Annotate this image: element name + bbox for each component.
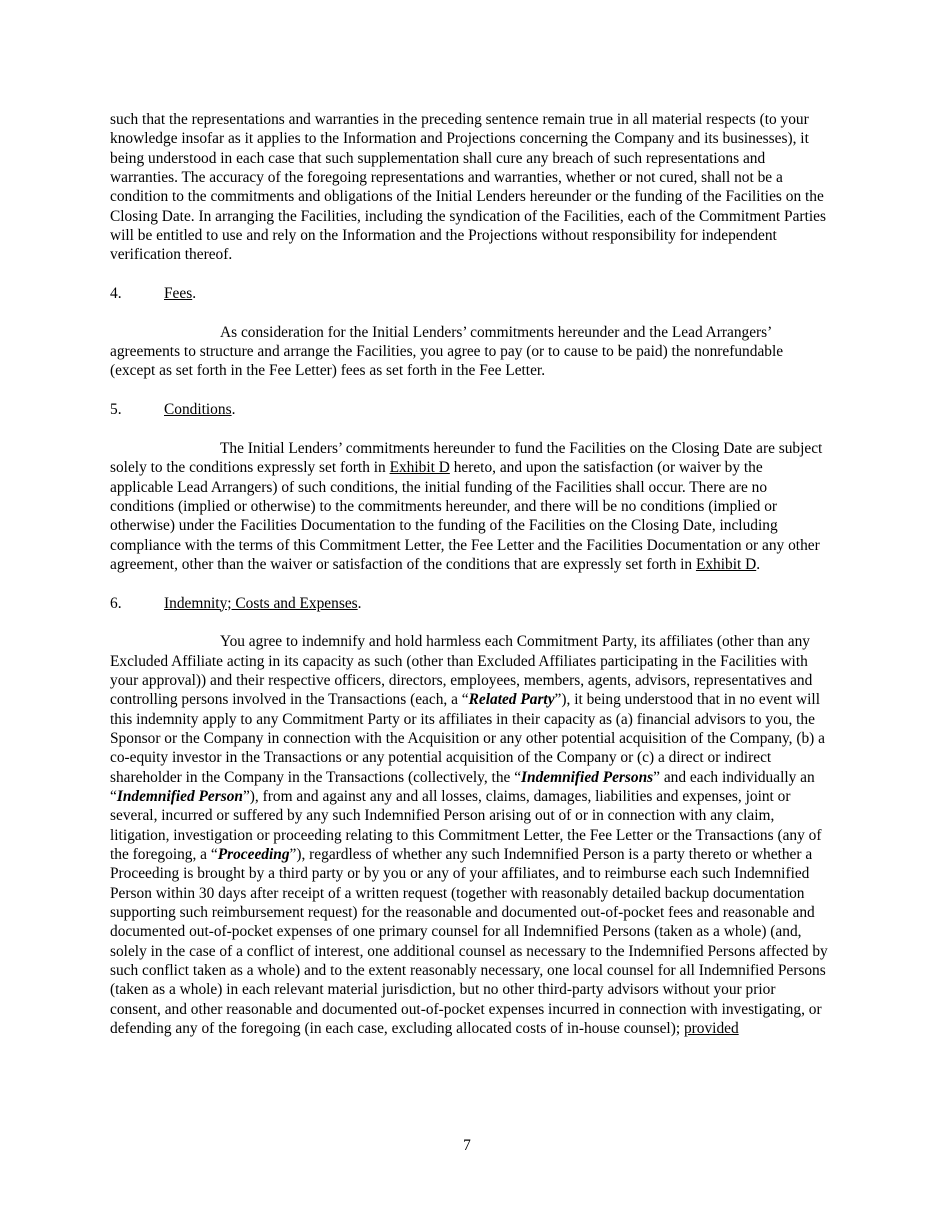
section-6-body: You agree to indemnify and hold harmless each Commitment Party, its affiliates (other than any Excluded Affiliate acting in its capacity as such (other than Excluded Affiliates participating in the Facilities with your approval)) and their respective officers, directors, employees, members, agents, advisors, representatives and controlling persons involved in the Transactions (each, a “Related Party”), it being understood that in no event will this indemnity apply to any Commitment Party or its affiliates in their capacity as (a) financial advisors to you, the Sponsor or the Company in connection with the Acquisition or any other potential acquisition of the Company, (b) a co-equity investor in the Transactions or any potential acquisition of the Company or (c) a direct or indirect shareholder in the Company in the Transactions (collectively, the “Indemnified Persons” and each individually an “Indemnified Person”), from and against any and all losses, claims, damages, liabilities and expenses, joint or several, incurred or suffered by any such Indemnified Person arising out of or in connection with any claim, litigation, investigation or proceeding relating to this Commitment Letter, the Fee Letter or the Transactions (any of the foregoing, a “Proceeding”), regardless of whether any such Indemnified Person is a party thereto or whether a Proceeding is brought by a third party or by you or any of your affiliates, and to reimburse each such Indemnified Person within 30 days after receipt of a written request (together with reasonably detailed backup documentation supporting such reimbursement request) for the reasonable and documented out-of-pocket fees and reasonable and documented out-of-pocket expenses of one primary counsel for all Indemnified Persons (taken as a whole) (and, solely in the case of a conflict of interest, one additional counsel as necessary to the Indemnified Persons affected by such conflict taken as a whole) and to the extent reasonably necessary, one local counsel for all Indemnified Persons (taken as a whole) in each relevant material jurisdiction, but no other third-party advisors without your prior consent, and other reasonable and documented out-of-pocket expenses incurred in connection with investigating, or defending any of the foregoing (in each case, excluding allocated costs of in-house counsel); provided	[110, 633, 828, 1038]
section-4-heading: 4. Fees.	[110, 285, 197, 303]
page-number: 7	[463, 1137, 471, 1154]
exhibit-d-reference: Exhibit D	[389, 459, 450, 477]
document-page	[110, 110, 828, 1039]
section-6-heading: 6. Indemnity; Costs and Expenses.	[110, 594, 362, 612]
defined-term-indemnified-persons: Indemnified Persons	[521, 768, 654, 786]
section-5-heading: 5. Conditions.	[110, 401, 236, 419]
section-5-title: Conditions	[164, 401, 232, 419]
defined-term-proceeding: Proceeding	[217, 846, 290, 864]
section-5-body: The Initial Lenders’ commitments hereunder to fund the Facilities on the Closing Date are subject solely to the conditions expressly set forth in Exhibit D hereto, and upon the satisfaction (or waiver by the applicable Lead Arrangers) of such conditions, the initial funding of the Facilities shall occur. There are no conditions (implied or otherwise) to the commitments hereunder, and there will be no conditions (implied or otherwise) under the Facilities Documentation to the funding of the Facilities on the Closing Date, including compliance with the terms of this Commitment Letter, the Fee Letter and the Facilities Documentation or any other agreement, other than the waiver or satisfaction of the conditions that are expressly set forth in Exhibit D.	[110, 439, 823, 573]
defined-term-related-party: Related Party	[468, 691, 555, 709]
section-4-number: 4.	[110, 285, 122, 303]
section-6-number: 6.	[110, 594, 122, 612]
section-6-title: Indemnity; Costs and Expenses	[164, 594, 358, 612]
intro-paragraph: such that the representations and warranties in the preceding sentence remain true in all material respects (to your knowledge insofar as it applies to the Information and Projections concerning the Company and its businesses), it being understood in each case that such supplementation shall cure any breach of such representations and warranties. The accuracy of the foregoing representations and warranties, whether or not cured, shall not be a condition to the commitments and obligations of the Initial Lenders hereunder or the funding of the Facilities on the Closing Date. In arranging the Facilities, including the syndication of the Facilities, each of the Commitment Parties will be entitled to use and rely on the Information and the Projections without responsibility for independent verification thereof.	[110, 111, 826, 264]
section-4-body: As consideration for the Initial Lenders’ commitments hereunder and the Lead Arrangers’ agreements to structure and arrange the Facilities, you agree to pay (or to cause to be paid) the nonrefundable (except as set forth in the Fee Letter) fees as set forth in the Fee Letter.	[110, 323, 784, 380]
provided-word: provided	[683, 1020, 739, 1038]
section-4-title: Fees	[164, 285, 193, 303]
section-5-number: 5.	[110, 401, 122, 419]
defined-term-indemnified-person: Indemnified Person	[116, 788, 243, 806]
exhibit-d-reference: Exhibit D	[695, 555, 757, 573]
